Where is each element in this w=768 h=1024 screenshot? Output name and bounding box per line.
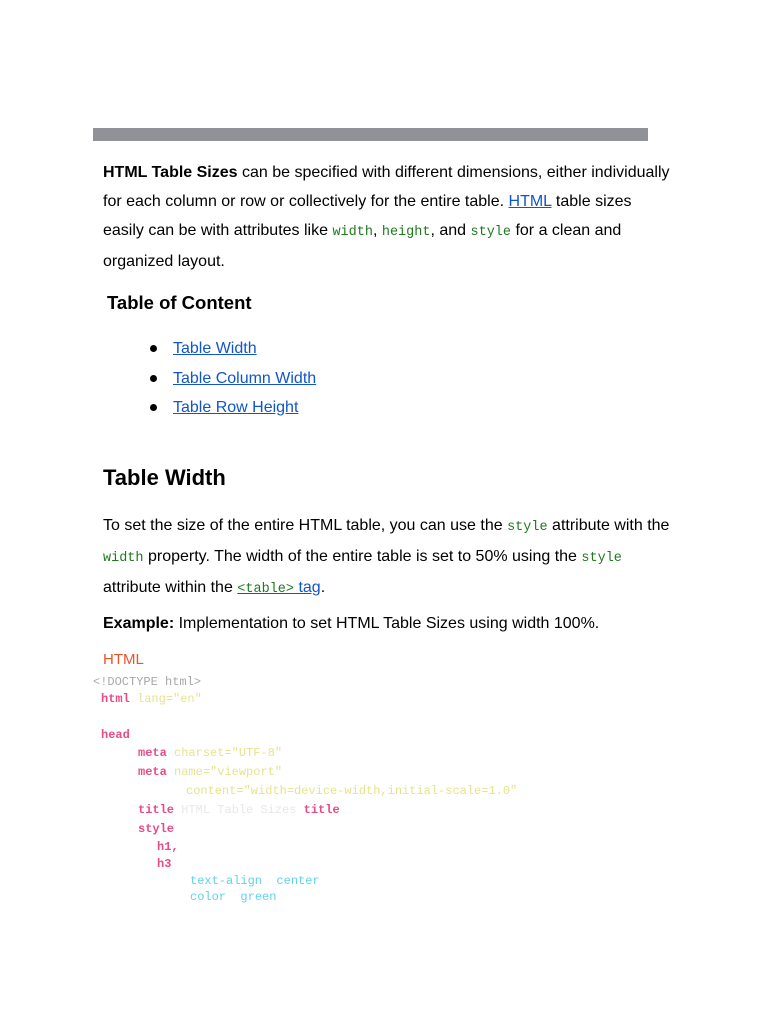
intro-paragraph [103, 158, 673, 276]
example-line [103, 611, 599, 637]
intro-bold: HTML Table Sizes [103, 164, 238, 181]
list-item [150, 334, 316, 364]
intro-text: , [372, 222, 382, 239]
list-item [150, 393, 316, 423]
code-width: width [103, 551, 144, 566]
code-line [101, 690, 202, 708]
code-prop-value: center [276, 874, 320, 888]
intro-text: for a clean and organized layout. [103, 222, 622, 270]
code-attr: charset= [174, 746, 232, 760]
section-text: attribute with the [547, 517, 670, 534]
toc-link-table-column-width[interactable]: Table Column Width [173, 369, 317, 387]
toc-list [150, 334, 316, 423]
code-property: color [190, 890, 227, 904]
code-height: height [381, 225, 431, 240]
code-attr: lang= [137, 692, 174, 706]
code-prop-value: green [240, 890, 277, 904]
code-value: "UTF-8" [231, 746, 283, 760]
code-tag: html [101, 692, 130, 706]
code-line [93, 673, 201, 691]
code-attr: content= [186, 784, 244, 798]
toc-title: Table of Content [107, 292, 252, 313]
code-tag: title [303, 803, 340, 817]
table-tag-code: <table> [237, 582, 295, 597]
section-text: . [320, 579, 326, 596]
section-paragraph-container [103, 511, 678, 604]
bullet-icon [150, 375, 157, 382]
bullet-icon [150, 345, 157, 352]
code-value: "width=device-width,initial-scale=1.0" [243, 784, 518, 798]
code-line [101, 726, 130, 744]
code-value: "en" [173, 692, 202, 706]
code-selector: h1, [157, 840, 179, 854]
section-paragraph [103, 511, 678, 604]
intro-text: table sizes easily can be with attributes like [103, 193, 632, 239]
code-line [190, 888, 276, 906]
code-line [157, 855, 171, 873]
code-property: text-align [190, 874, 263, 888]
code-doctype: <!DOCTYPE html> [93, 675, 202, 689]
code-style: style [470, 225, 512, 240]
code-line [186, 782, 517, 800]
code-tag: meta [138, 746, 167, 760]
code-line [138, 744, 282, 762]
example-text: Implementation to set HTML Table Sizes using width 100%. [174, 615, 600, 632]
toc-link-table-width[interactable]: Table Width [173, 340, 257, 357]
intro-text: , and [430, 222, 471, 239]
intro-text: can be specified with different dimensions, either individually for each column or row or collectively for the entire table. [103, 164, 670, 210]
html-link[interactable]: HTML [508, 193, 552, 210]
section-text: To set the size of the entire HTML table, you can use the [103, 517, 508, 534]
code-line [138, 820, 174, 838]
code-tag: head [101, 728, 130, 742]
code-language-label: HTML [103, 651, 144, 668]
code-line [157, 838, 179, 856]
section-title: Table Width [103, 465, 226, 490]
code-selector: h3 [157, 857, 172, 871]
code-line [138, 763, 282, 781]
code-attr: name= [174, 765, 211, 779]
intro-paragraph-container [103, 158, 673, 276]
table-tag-text: tag [294, 579, 321, 596]
example-label: Example: [103, 615, 175, 632]
code-tag: title [138, 803, 175, 817]
code-tag: meta [138, 765, 167, 779]
code-style: style [507, 520, 548, 535]
code-width: width [332, 225, 373, 240]
code-style: style [581, 551, 622, 566]
table-tag-link[interactable] [237, 579, 320, 596]
bullet-icon [150, 404, 157, 411]
section-text: property. The width of the entire table is set to 50% using the [143, 548, 582, 565]
code-tag: style [138, 822, 175, 836]
section-text: attribute within the [103, 579, 238, 596]
list-item [150, 364, 316, 394]
top-divider-bar [93, 128, 648, 141]
toc-link-table-row-height[interactable]: Table Row Height [173, 399, 299, 416]
code-title-text: HTML Table Sizes [181, 803, 297, 817]
code-line [138, 801, 340, 819]
code-value: "viewport" [210, 765, 283, 779]
